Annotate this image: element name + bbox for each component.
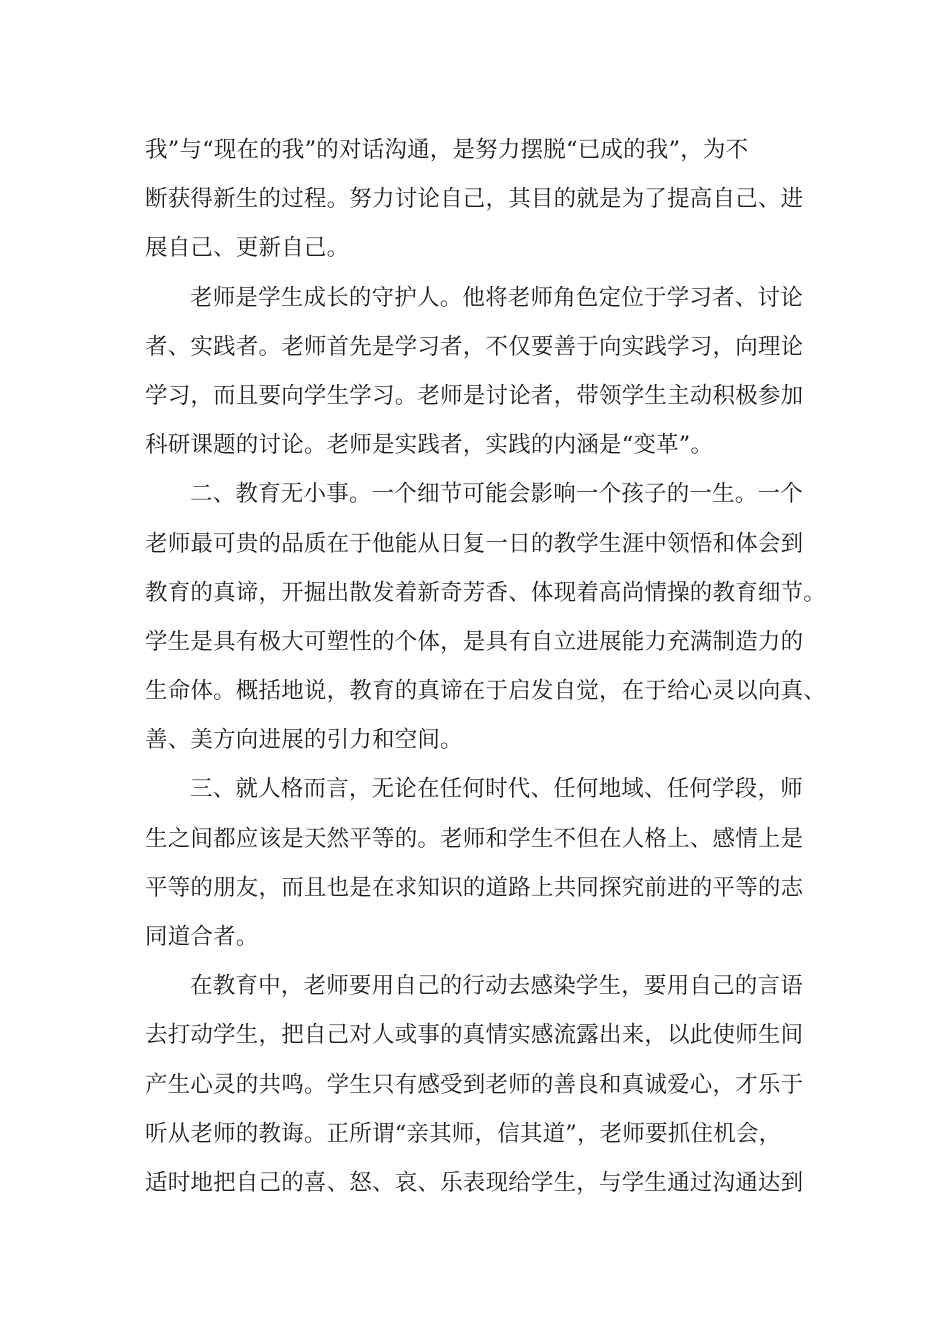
text-line: 者、实践者。老师首先是学习者，不仅要善于向实践学习，向理论 xyxy=(145,333,804,360)
text-line: 善、美方向进展的引力和空间。 xyxy=(145,727,463,754)
text-line: 断获得新生的过程。努力讨论自己，其目的就是为了提高自己、进 xyxy=(145,186,804,213)
text-line: 老师最可贵的品质在于他能从日复一日的教学生涯中领悟和体会到 xyxy=(145,530,804,557)
text-line: 去打动学生，把自己对人或事的真情实感流露出来，以此使师生间 xyxy=(145,1022,804,1049)
text-line: 学生是具有极大可塑性的个体，是具有自立进展能力充满制造力的 xyxy=(145,628,804,655)
document-body xyxy=(145,126,825,1208)
text-line: 二、教育无小事。一个细节可能会影响一个孩子的一生。一个 xyxy=(190,481,803,508)
text-line: 展自己、更新自己。 xyxy=(145,235,350,262)
text-line: 生命体。概括地说，教育的真谛在于启发自觉，在于给心灵以向真、 xyxy=(145,678,827,705)
text-line: 产生心灵的共鸣。学生只有感受到老师的善良和真诚爱心，才乐于 xyxy=(145,1071,804,1098)
text-line: 我”与“现在的我”的对话沟通，是努力摆脱“已成的我”，为不 xyxy=(145,137,749,163)
text-line: 在教育中，老师要用自己的行动去感染学生，要用自己的言语 xyxy=(190,973,803,1000)
text-line: 科研课题的讨论。老师是实践者，实践的内涵是“变革”。 xyxy=(145,432,714,459)
text-line: 适时地把自己的喜、怒、哀、乐表现给学生，与学生通过沟通达到 xyxy=(145,1169,804,1196)
text-line: 老师是学生成长的守护人。他将老师角色定位于学习者、讨论 xyxy=(190,284,803,311)
text-line: 同道合者。 xyxy=(145,924,259,950)
text-line: 教育的真谛，开掘出散发着新奇芳香、体现着高尚情操的教育细节。 xyxy=(145,579,827,606)
text-line: 听从老师的教诲。正所谓“亲其师，信其道”，老师要抓住机会， xyxy=(145,1120,782,1147)
text-line: 三、就人格而言，无论在任何时代、任何地域、任何学段，师 xyxy=(190,776,803,803)
text-line: 学习，而且要向学生学习。老师是讨论者，带领学生主动积极参加 xyxy=(145,382,804,409)
text-line: 生之间都应该是天然平等的。老师和学生不但在人格上、感情上是 xyxy=(145,825,804,852)
text-line: 平等的朋友，而且也是在求知识的道路上共同探究前进的平等的志 xyxy=(145,874,804,901)
